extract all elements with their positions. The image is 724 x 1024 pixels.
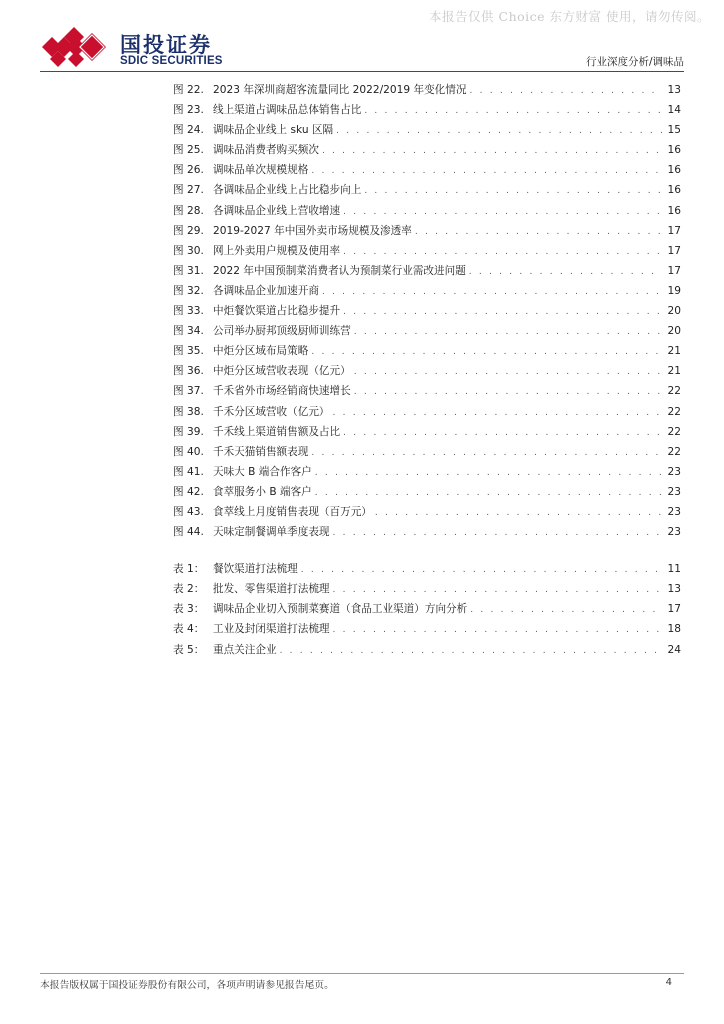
entry-title: 线上渠道占调味品总体销售占比 xyxy=(213,104,362,117)
dot-leader xyxy=(343,302,662,321)
toc-entry[interactable] xyxy=(173,160,681,180)
entry-label: 图 43. xyxy=(173,505,204,518)
entry-label: 图 36. xyxy=(173,365,204,378)
toc-entry[interactable] xyxy=(173,619,681,639)
entry-title: 千禾分区域营收（亿元） xyxy=(213,405,330,418)
entry-title: 中炬分区域布局策略 xyxy=(213,345,309,358)
entry-label: 图 41. xyxy=(173,465,204,478)
toc-entry[interactable] xyxy=(173,241,681,261)
entry-label: 表 4： xyxy=(173,623,205,636)
entry-page: 17 xyxy=(667,224,681,237)
entry-label: 图 26. xyxy=(173,164,204,177)
toc-entry[interactable] xyxy=(173,402,681,422)
dot-leader xyxy=(333,523,662,542)
entry-label: 图 24. xyxy=(173,124,204,137)
entry-page: 16 xyxy=(667,144,681,157)
entry-label: 表 5： xyxy=(173,643,205,656)
toc-entry[interactable] xyxy=(173,579,681,599)
dot-leader xyxy=(343,202,662,221)
dot-leader xyxy=(470,600,662,619)
toc-entry[interactable] xyxy=(173,640,681,660)
entry-label: 图 25. xyxy=(173,144,204,157)
toc-entry[interactable] xyxy=(173,80,681,100)
toc-entry[interactable] xyxy=(173,140,681,160)
entry-label: 图 40. xyxy=(173,445,204,458)
dot-leader xyxy=(315,463,662,482)
entry-label: 图 27. xyxy=(173,184,204,197)
entry-label: 表 3： xyxy=(173,603,205,616)
entry-title: 天味大 B 端合作客户 xyxy=(213,465,312,478)
entry-page: 11 xyxy=(667,563,681,576)
entry-title: 调味品企业线上 sku 区隔 xyxy=(213,124,334,137)
toc-entry[interactable] xyxy=(173,120,681,140)
entry-title: 食萃服务小 B 端客户 xyxy=(213,485,312,498)
dot-leader xyxy=(311,443,662,462)
entry-label: 图 30. xyxy=(173,244,204,257)
entry-title: 餐饮渠道打法梳理 xyxy=(213,563,298,576)
logo-mark-icon xyxy=(40,26,116,68)
entry-label: 图 44. xyxy=(173,526,204,539)
watermark: 本报告仅供 Choice 东方财富 使用，请勿传阅。 xyxy=(429,9,710,24)
entry-page: 22 xyxy=(667,445,681,458)
dot-leader xyxy=(301,560,662,579)
entry-title: 天味定制餐调单季度表现 xyxy=(213,526,330,539)
dot-leader xyxy=(333,403,662,422)
entry-title: 中炬分区域营收表现（亿元） xyxy=(213,365,351,378)
dot-leader xyxy=(469,262,662,281)
entry-label: 图 22. xyxy=(173,84,204,96)
toc-entry[interactable] xyxy=(173,341,681,361)
entry-label: 图 37. xyxy=(173,385,204,398)
entry-page: 16 xyxy=(667,184,681,197)
entry-title: 网上外卖用户规模及使用率 xyxy=(213,244,341,257)
entry-label: 图 23. xyxy=(173,104,204,117)
dot-leader xyxy=(280,641,662,660)
entry-title: 公司举办厨邦顶级厨师训练营 xyxy=(213,325,351,338)
toc-entry[interactable] xyxy=(173,559,681,579)
figure-list xyxy=(173,80,681,542)
entry-page: 23 xyxy=(667,465,681,478)
entry-title: 批发、零售渠道打法梳理 xyxy=(213,583,330,596)
dot-leader xyxy=(354,322,662,341)
entry-page: 17 xyxy=(667,244,681,257)
entry-title: 2022 年中国预制菜消费者认为预制菜行业需改进问题 xyxy=(213,264,466,277)
entry-label: 表 1： xyxy=(173,563,205,576)
dot-leader xyxy=(315,483,662,502)
entry-title: 中炬餐饮渠道占比稳步提升 xyxy=(213,305,341,318)
entry-page: 23 xyxy=(667,505,681,518)
entry-page: 22 xyxy=(667,385,681,398)
entry-page: 20 xyxy=(667,305,681,318)
entry-label: 图 32. xyxy=(173,284,204,297)
entry-page: 16 xyxy=(667,204,681,217)
toc-entry[interactable] xyxy=(173,599,681,619)
entry-page: 16 xyxy=(667,164,681,177)
entry-page: 23 xyxy=(667,485,681,498)
entry-page: 22 xyxy=(667,425,681,438)
dot-leader xyxy=(415,222,662,241)
dot-leader xyxy=(364,101,662,120)
entry-label: 图 28. xyxy=(173,204,204,217)
dot-leader xyxy=(364,181,662,200)
entry-title: 各调味品企业线上占比稳步向上 xyxy=(213,184,362,197)
dot-leader xyxy=(322,141,662,160)
logo-english-name: SDIC SECURITIES xyxy=(120,55,223,67)
entry-label: 图 31. xyxy=(173,264,204,277)
table-list xyxy=(173,559,681,659)
entry-page: 24 xyxy=(667,643,681,656)
entry-page: 21 xyxy=(667,345,681,358)
dot-leader xyxy=(333,620,662,639)
entry-title: 调味品消费者购买频次 xyxy=(213,144,319,157)
dot-leader xyxy=(469,81,662,100)
toc-entry[interactable] xyxy=(173,442,681,462)
toc-entry[interactable] xyxy=(173,201,681,221)
toc-entry[interactable] xyxy=(173,281,681,301)
toc-entry[interactable] xyxy=(173,422,681,442)
toc-entry[interactable] xyxy=(173,482,681,502)
footer-divider xyxy=(40,973,684,974)
entry-label: 图 34. xyxy=(173,325,204,338)
entry-page: 19 xyxy=(667,284,681,297)
entry-page: 13 xyxy=(667,84,681,96)
entry-page: 13 xyxy=(667,583,681,596)
entry-page: 18 xyxy=(667,623,681,636)
footer-disclaimer: 本报告版权属于国投证券股份有限公司，各项声明请参见报告尾页。 xyxy=(40,980,334,991)
entry-page: 17 xyxy=(667,603,681,616)
toc-entry[interactable] xyxy=(173,221,681,241)
entry-label: 图 39. xyxy=(173,425,204,438)
entry-title: 2023 年深圳商超客流量同比 2022/2019 年变化情况 xyxy=(213,84,467,96)
logo-chinese-name: 国投证券 xyxy=(120,33,212,57)
entry-title: 食萃线上月度销售表现（百万元） xyxy=(213,505,372,518)
toc-entry[interactable] xyxy=(173,381,681,401)
toc-entry[interactable] xyxy=(173,321,681,341)
entry-title: 工业及封闭渠道打法梳理 xyxy=(213,623,330,636)
entry-page: 23 xyxy=(667,526,681,539)
dot-leader xyxy=(354,362,662,381)
entry-title: 重点关注企业 xyxy=(213,643,277,656)
entry-label: 表 2： xyxy=(173,583,205,596)
entry-label: 图 33. xyxy=(173,305,204,318)
entry-page: 14 xyxy=(667,104,681,117)
entry-title: 千禾线上渠道销售额及占比 xyxy=(213,425,341,438)
page-number: 4 xyxy=(665,977,672,988)
dot-leader xyxy=(354,382,662,401)
entry-page: 20 xyxy=(667,325,681,338)
entry-title: 千禾省外市场经销商快速增长 xyxy=(213,385,351,398)
toc-entry[interactable] xyxy=(173,522,681,542)
dot-leader xyxy=(322,282,662,301)
entry-title: 各调味品企业线上营收增速 xyxy=(213,204,341,217)
toc-entry[interactable] xyxy=(173,301,681,321)
header-divider xyxy=(40,71,684,72)
entry-page: 15 xyxy=(667,124,681,137)
dot-leader xyxy=(333,580,662,599)
entry-page: 21 xyxy=(667,365,681,378)
table-of-contents xyxy=(173,80,681,660)
dot-leader xyxy=(311,161,662,180)
entry-page: 22 xyxy=(667,405,681,418)
dot-leader xyxy=(343,242,662,261)
entry-title: 千禾天猫销售额表现 xyxy=(213,445,309,458)
dot-leader xyxy=(343,423,662,442)
entry-title: 调味品企业切入预制菜赛道（食品工业渠道）方向分析 xyxy=(213,603,468,616)
toc-entry[interactable] xyxy=(173,261,681,281)
entry-label: 图 42. xyxy=(173,485,204,498)
entry-label: 图 38. xyxy=(173,405,204,418)
company-logo xyxy=(40,26,240,70)
toc-entry[interactable] xyxy=(173,462,681,482)
entry-label: 图 29. xyxy=(173,224,204,237)
dot-leader xyxy=(311,342,662,361)
entry-title: 2019-2027 年中国外卖市场规模及渗透率 xyxy=(213,224,412,237)
entry-title: 各调味品企业加速开商 xyxy=(213,284,319,297)
dot-leader xyxy=(336,121,662,140)
entry-label: 图 35. xyxy=(173,345,204,358)
toc-entry[interactable] xyxy=(173,502,681,522)
entry-page: 17 xyxy=(667,264,681,277)
dot-leader xyxy=(375,503,662,522)
toc-entry[interactable] xyxy=(173,100,681,120)
toc-entry[interactable] xyxy=(173,361,681,381)
entry-title: 调味品单次规模规格 xyxy=(213,164,309,177)
report-category: 行业深度分析/调味品 xyxy=(585,56,684,68)
toc-entry[interactable] xyxy=(173,180,681,200)
